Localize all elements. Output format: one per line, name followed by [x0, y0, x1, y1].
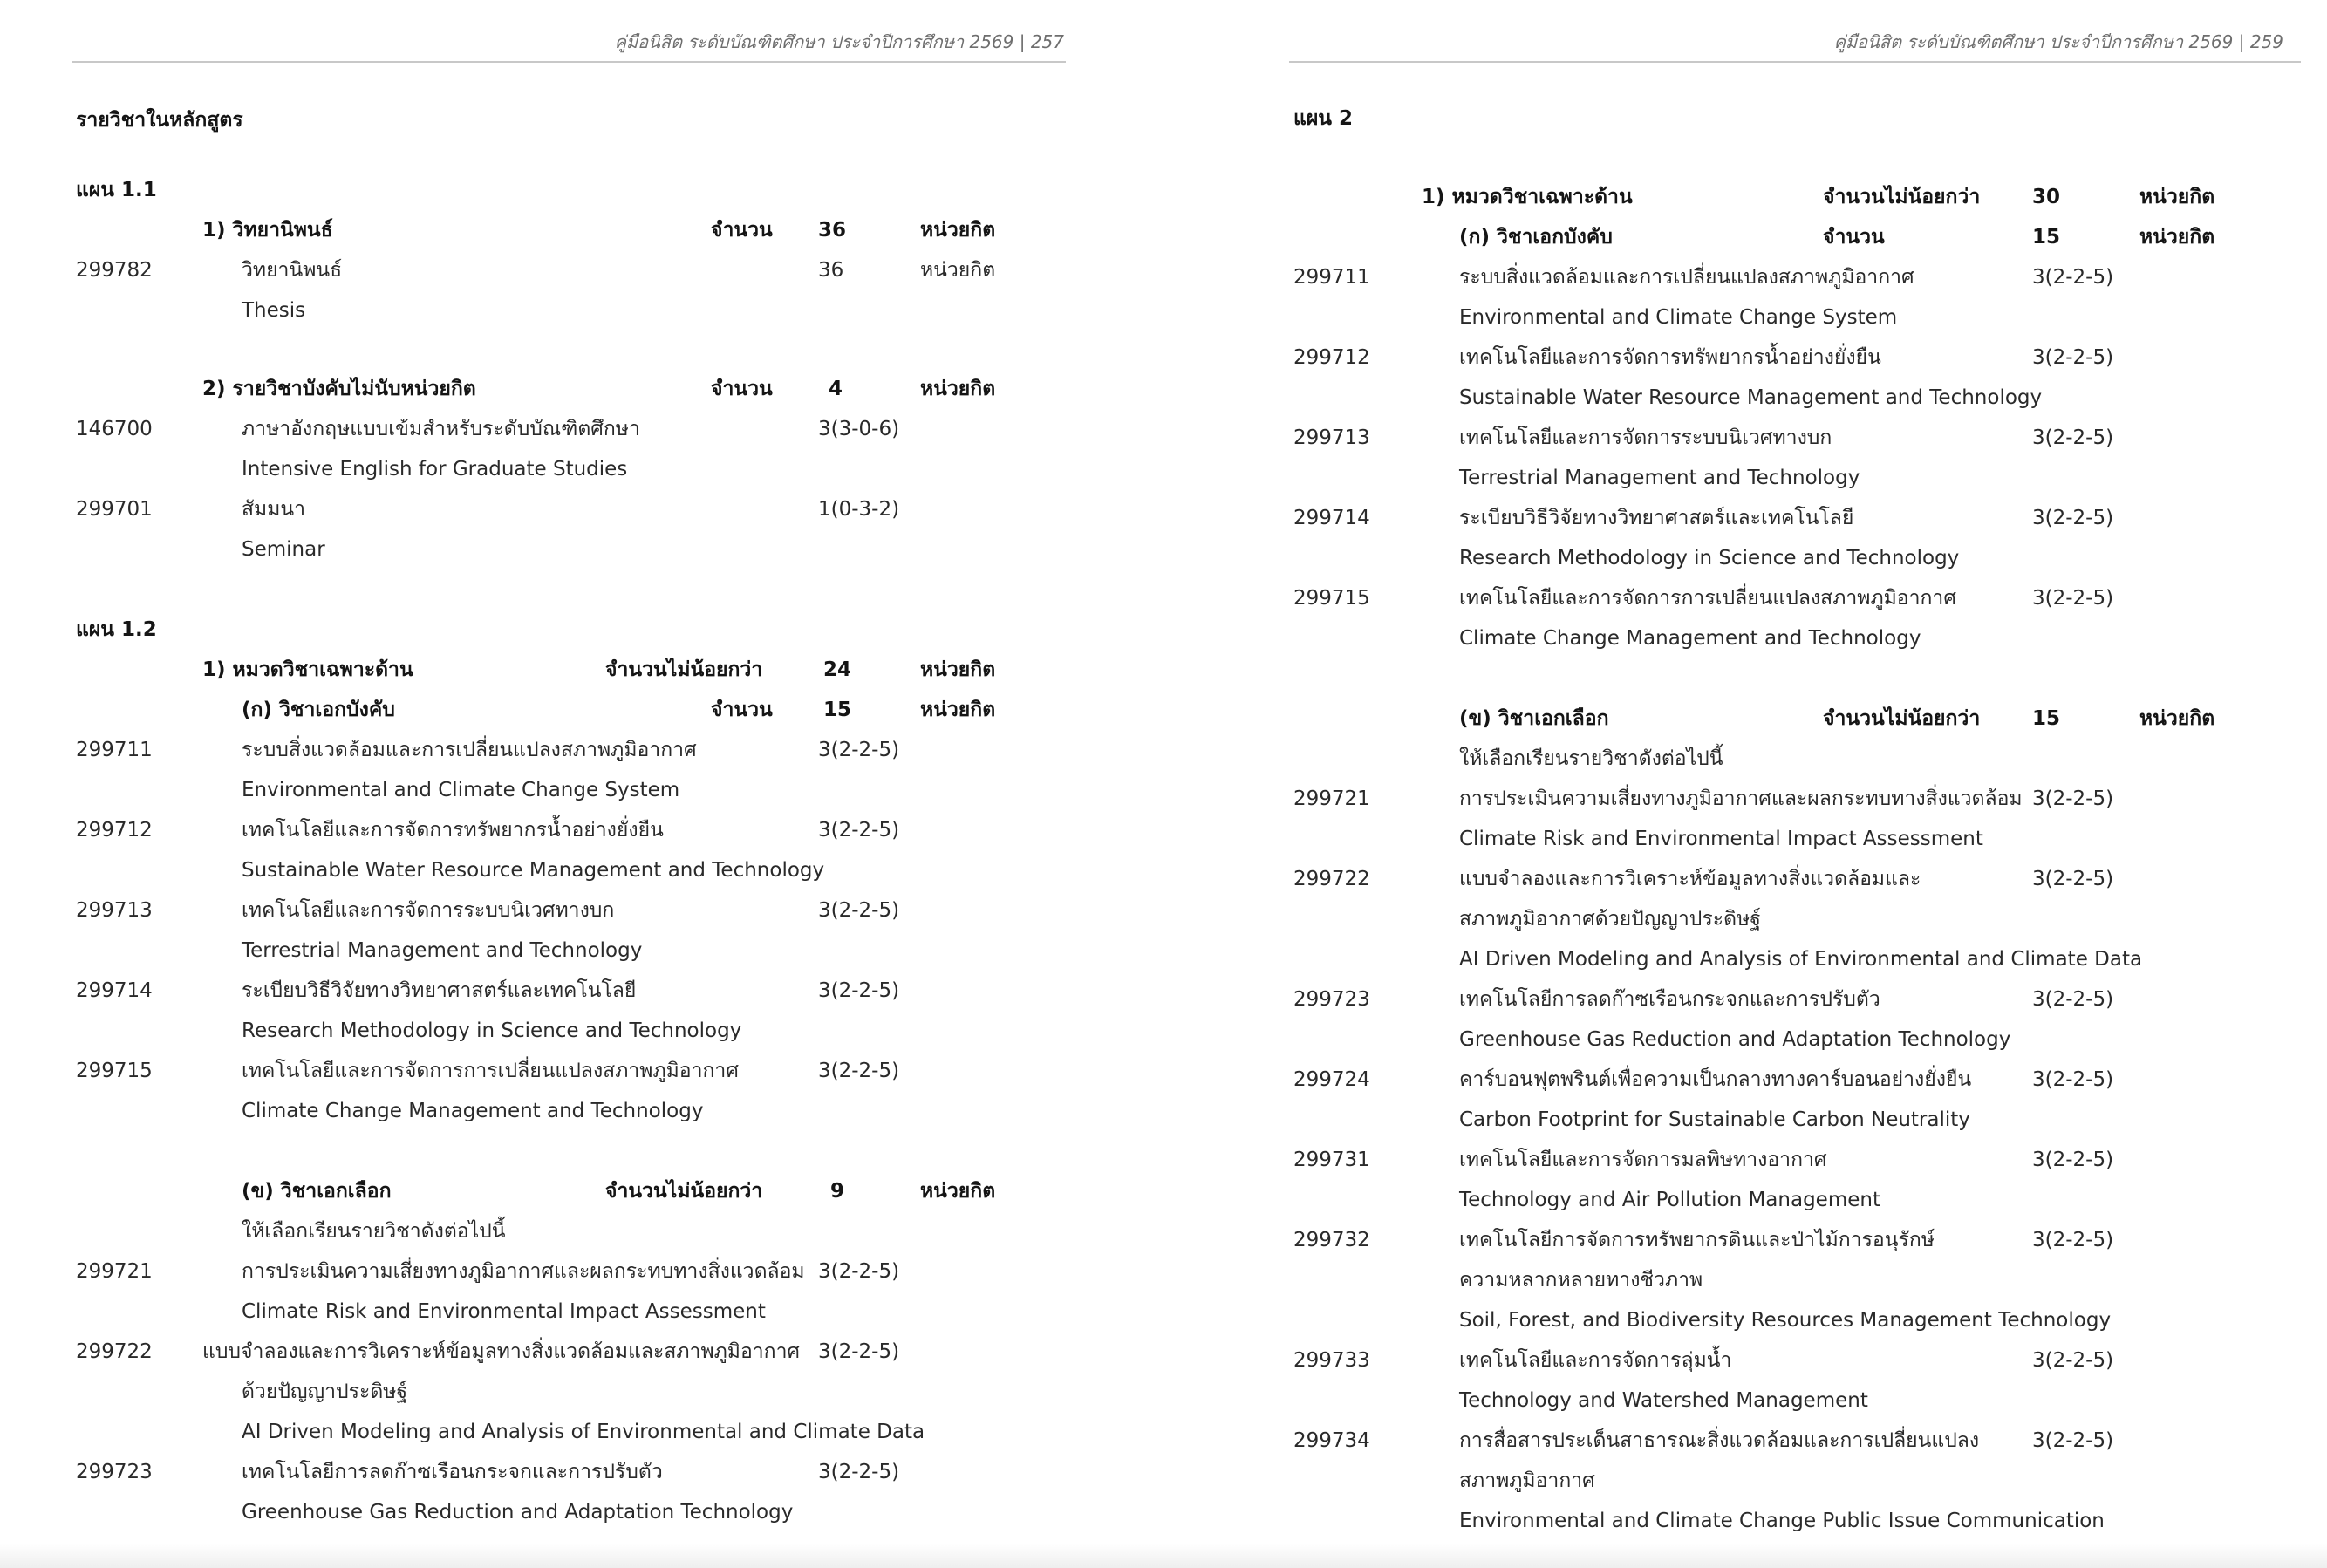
subgroup-heading: (ก) วิชาเอกบังคับ — [242, 699, 395, 721]
course-name-en: AI Driven Modeling and Analysis of Environmental and Climate Data — [242, 1421, 925, 1443]
course-name-th: เทคโนโลยีและการจัดการการเปลี่ยนแปลงสภาพภูมิอากาศ — [1459, 587, 1956, 610]
elective-note: ให้เลือกเรียนรายวิชาดังต่อไปนี้ — [1459, 747, 1723, 770]
course-code: 299715 — [1293, 587, 1370, 610]
course-name-en: Thesis — [242, 299, 306, 322]
quantity-label: จำนวนไม่น้อยกว่า — [1823, 707, 1981, 730]
page-header: คู่มือนิสิต ระดับบัณฑิตศึกษา ประจำปีการศึกษา 2569 | 259 — [1833, 31, 2283, 52]
course-name-en: Technology and Air Pollution Management — [1459, 1189, 1880, 1211]
course-code: 299782 — [76, 259, 153, 282]
course-name-th: แบบจำลองและการวิเคราะห์ข้อมูลทางสิ่งแวดล้อมและสภาพภูมิอากาศ — [202, 1340, 801, 1363]
course-credits: 3(2-2-5) — [818, 1060, 900, 1082]
course-name-en: Greenhouse Gas Reduction and Adaptation Technology — [1459, 1028, 2011, 1051]
header-rule — [72, 61, 1066, 63]
course-name-en: Sustainable Water Resource Management and Technology — [242, 859, 825, 882]
course-name-en: Sustainable Water Resource Management and Technology — [1459, 386, 2043, 409]
course-name-th: การสื่อสารประเด็นสาธารณะสิ่งแวดล้อมและการเปลี่ยนแปลง — [1459, 1429, 1980, 1452]
credit-total: 15 — [823, 699, 852, 721]
course-name-en: Soil, Forest, and Biodiversity Resources Management Technology — [1459, 1309, 2112, 1332]
course-name-en: Greenhouse Gas Reduction and Adaptation Technology — [242, 1501, 794, 1524]
course-credits: 3(2-2-5) — [2032, 1349, 2114, 1372]
credit-unit: หน่วยกิต — [920, 378, 996, 400]
course-name-th: การประเมินความเสี่ยงทางภูมิอากาศและผลกระทบทางสิ่งแวดล้อม — [1459, 787, 2023, 810]
course-name-en: Technology and Watershed Management — [1459, 1389, 1868, 1412]
course-credits: 3(2-2-5) — [2032, 346, 2114, 369]
course-name-th: เทคโนโลยีและการจัดการลุ่มน้ำ — [1459, 1349, 1732, 1372]
credit-unit: หน่วยกิต — [2139, 186, 2215, 208]
credit-unit: หน่วยกิต — [920, 259, 996, 282]
course-name-en: Climate Risk and Environmental Impact Assessment — [1459, 828, 1983, 850]
course-name-th: เทคโนโลยีและการจัดการทรัพยากรน้ำอย่างยั่งยืน — [242, 819, 664, 842]
course-code: 299713 — [76, 899, 153, 922]
credit-total: 4 — [829, 378, 843, 400]
credit-unit: หน่วยกิต — [920, 658, 996, 681]
course-name-th: สัมมนา — [242, 498, 305, 521]
course-code: 299715 — [76, 1060, 153, 1082]
course-code: 299721 — [1293, 787, 1370, 810]
course-name-en: Intensive English for Graduate Studies — [242, 458, 628, 481]
course-code: 299722 — [76, 1340, 153, 1363]
quantity-label: จำนวน — [711, 378, 773, 400]
course-name-th-continued: ความหลากหลายทางชีวภาพ — [1459, 1269, 1703, 1292]
course-code: 299712 — [1293, 346, 1370, 369]
course-code: 299721 — [76, 1260, 153, 1283]
course-code: 299711 — [1293, 266, 1370, 289]
course-name-en: Climate Change Management and Technology — [242, 1100, 704, 1122]
course-credits: 3(2-2-5) — [2032, 988, 2114, 1011]
course-code: 299711 — [76, 739, 153, 761]
credit-total: 30 — [2032, 186, 2061, 208]
course-credits: 3(2-2-5) — [818, 1260, 900, 1283]
course-code: 299723 — [1293, 988, 1370, 1011]
course-code: 299722 — [1293, 868, 1370, 890]
course-credits: 3(2-2-5) — [818, 979, 900, 1002]
left-page — [0, 0, 1134, 1568]
course-name-th: การประเมินความเสี่ยงทางภูมิอากาศและผลกระทบทางสิ่งแวดล้อม — [242, 1260, 805, 1283]
section-title: รายวิชาในหลักสูตร — [76, 109, 243, 132]
course-credits: 3(2-2-5) — [818, 739, 900, 761]
course-name-en: Environmental and Climate Change System — [1459, 306, 1898, 329]
credit-unit: หน่วยกิต — [920, 219, 996, 242]
course-name-th: เทคโนโลยีและการจัดการมลพิษทางอากาศ — [1459, 1149, 1827, 1171]
course-credits: 3(2-2-5) — [2032, 587, 2114, 610]
course-credits: 3(2-2-5) — [818, 899, 900, 922]
quantity-label: จำนวนไม่น้อยกว่า — [605, 1180, 763, 1203]
course-code: 299714 — [76, 979, 153, 1002]
course-name-th: ภาษาอังกฤษแบบเข้มสำหรับระดับบัณฑิตศึกษา — [242, 418, 640, 440]
credit-unit: หน่วยกิต — [920, 699, 996, 721]
course-name-th: เทคโนโลยีการลดก๊าซเรือนกระจกและการปรับตัว — [1459, 988, 1880, 1011]
course-code: 299733 — [1293, 1349, 1370, 1372]
plan-label: แผน 1.2 — [76, 618, 157, 641]
subgroup-heading: (ข) วิชาเอกเลือก — [242, 1180, 392, 1203]
quantity-label: จำนวน — [711, 699, 773, 721]
course-name-en: Terrestrial Management and Technology — [1459, 467, 1860, 489]
course-credits: 3(2-2-5) — [2032, 1149, 2114, 1171]
quantity-label: จำนวน — [1823, 226, 1885, 249]
course-name-th: ระบบสิ่งแวดล้อมและการเปลี่ยนแปลงสภาพภูมิอากาศ — [242, 739, 697, 761]
credit-total: 15 — [2032, 226, 2061, 249]
course-credits: 3(2-2-5) — [818, 1461, 900, 1483]
elective-note: ให้เลือกเรียนรายวิชาดังต่อไปนี้ — [242, 1220, 506, 1243]
course-credits: 3(2-2-5) — [2032, 868, 2114, 890]
header-rule — [1289, 61, 2301, 63]
credit-total: 9 — [830, 1180, 845, 1203]
course-name-th-continued: สภาพภูมิอากาศ — [1459, 1469, 1595, 1492]
course-credits: 3(2-2-5) — [2032, 787, 2114, 810]
group-heading: 1) หมวดวิชาเฉพาะด้าน — [1422, 186, 1633, 208]
course-credits: 3(2-2-5) — [818, 819, 900, 842]
quantity-label: จำนวน — [711, 219, 773, 242]
credit-total: 24 — [823, 658, 852, 681]
course-code: 299731 — [1293, 1149, 1370, 1171]
course-code: 299732 — [1293, 1229, 1370, 1251]
course-credits: 3(2-2-5) — [2032, 507, 2114, 529]
subgroup-heading: (ข) วิชาเอกเลือก — [1459, 707, 1609, 730]
course-name-th: แบบจำลองและการวิเคราะห์ข้อมูลทางสิ่งแวดล้อมและ — [1459, 868, 1921, 890]
quantity-label: จำนวนไม่น้อยกว่า — [605, 658, 763, 681]
course-code: 299714 — [1293, 507, 1370, 529]
credit-total: 15 — [2032, 707, 2061, 730]
page-gutter — [1134, 0, 1239, 1568]
course-name-th-continued: ด้วยปัญญาประดิษฐ์ — [242, 1381, 408, 1403]
quantity-label: จำนวนไม่น้อยกว่า — [1823, 186, 1981, 208]
course-name-en: Environmental and Climate Change System — [242, 779, 680, 801]
course-credits: 3(2-2-5) — [2032, 1229, 2114, 1251]
course-credits: 3(2-2-5) — [2032, 266, 2114, 289]
course-name-th-continued: สภาพภูมิอากาศด้วยปัญญาประดิษฐ์ — [1459, 908, 1761, 931]
page-header: คู่มือนิสิต ระดับบัณฑิตศึกษา ประจำปีการศึกษา 2569 | 257 — [614, 31, 1064, 52]
course-code: 299712 — [76, 819, 153, 842]
credit-unit: หน่วยกิต — [2139, 226, 2215, 249]
course-name-en: Research Methodology in Science and Technology — [1459, 547, 1960, 569]
course-name-en: Environmental and Climate Change Public Issue Communication — [1459, 1510, 2105, 1532]
group-heading: 2) รายวิชาบังคับไม่นับหน่วยกิต — [202, 378, 476, 400]
course-name-en: Carbon Footprint for Sustainable Carbon Neutrality — [1459, 1108, 1970, 1131]
course-code: 146700 — [76, 418, 153, 440]
course-name-en: AI Driven Modeling and Analysis of Environmental and Climate Data — [1459, 948, 2143, 971]
right-page — [1239, 0, 2327, 1568]
course-code: 299701 — [76, 498, 153, 521]
course-name-th: เทคโนโลยีและการจัดการระบบนิเวศทางบก — [1459, 426, 1832, 449]
bottom-shadow — [0, 1544, 2327, 1568]
group-heading: 1) วิทยานิพนธ์ — [202, 219, 333, 242]
credit-unit: หน่วยกิต — [920, 1180, 996, 1203]
plan-label: แผน 2 — [1293, 107, 1354, 130]
course-name-th: วิทยานิพนธ์ — [242, 259, 343, 282]
course-credits: 3(2-2-5) — [2032, 1429, 2114, 1452]
course-credits: 36 — [818, 259, 844, 282]
course-credits: 1(0-3-2) — [818, 498, 900, 521]
course-code: 299734 — [1293, 1429, 1370, 1452]
course-name-th: ระเบียบวิธีวิจัยทางวิทยาศาสตร์และเทคโนโลยี — [1459, 507, 1854, 529]
course-name-en: Seminar — [242, 538, 325, 561]
course-credits: 3(2-2-5) — [2032, 1068, 2114, 1091]
course-name-th: เทคโนโลยีและการจัดการการเปลี่ยนแปลงสภาพภูมิอากาศ — [242, 1060, 739, 1082]
course-name-en: Climate Risk and Environmental Impact Assessment — [242, 1300, 766, 1323]
course-name-th: เทคโนโลยีการลดก๊าซเรือนกระจกและการปรับตัว — [242, 1461, 663, 1483]
plan-label: แผน 1.1 — [76, 179, 157, 201]
course-name-th: เทคโนโลยีการจัดการทรัพยากรดินและป่าไม้การอนุรักษ์ — [1459, 1229, 1935, 1251]
subgroup-heading: (ก) วิชาเอกบังคับ — [1459, 226, 1613, 249]
course-name-th: ระบบสิ่งแวดล้อมและการเปลี่ยนแปลงสภาพภูมิอากาศ — [1459, 266, 1914, 289]
course-credits: 3(2-2-5) — [818, 1340, 900, 1363]
course-name-en: Climate Change Management and Technology — [1459, 627, 1921, 650]
course-name-th: เทคโนโลยีและการจัดการทรัพยากรน้ำอย่างยั่งยืน — [1459, 346, 1881, 369]
course-code: 299724 — [1293, 1068, 1370, 1091]
group-heading: 1) หมวดวิชาเฉพาะด้าน — [202, 658, 413, 681]
course-code: 299723 — [76, 1461, 153, 1483]
course-credits: 3(3-0-6) — [818, 418, 900, 440]
course-name-th: เทคโนโลยีและการจัดการระบบนิเวศทางบก — [242, 899, 615, 922]
course-name-th: ระเบียบวิธีวิจัยทางวิทยาศาสตร์และเทคโนโลยี — [242, 979, 637, 1002]
credit-unit: หน่วยกิต — [2139, 707, 2215, 730]
credit-total: 36 — [818, 219, 847, 242]
course-name-en: Research Methodology in Science and Technology — [242, 1019, 742, 1042]
course-name-th: คาร์บอนฟุตพรินต์เพื่อความเป็นกลางทางคาร์บอนอย่างยั่งยืน — [1459, 1068, 1972, 1091]
course-code: 299713 — [1293, 426, 1370, 449]
course-name-en: Terrestrial Management and Technology — [242, 939, 643, 962]
course-credits: 3(2-2-5) — [2032, 426, 2114, 449]
